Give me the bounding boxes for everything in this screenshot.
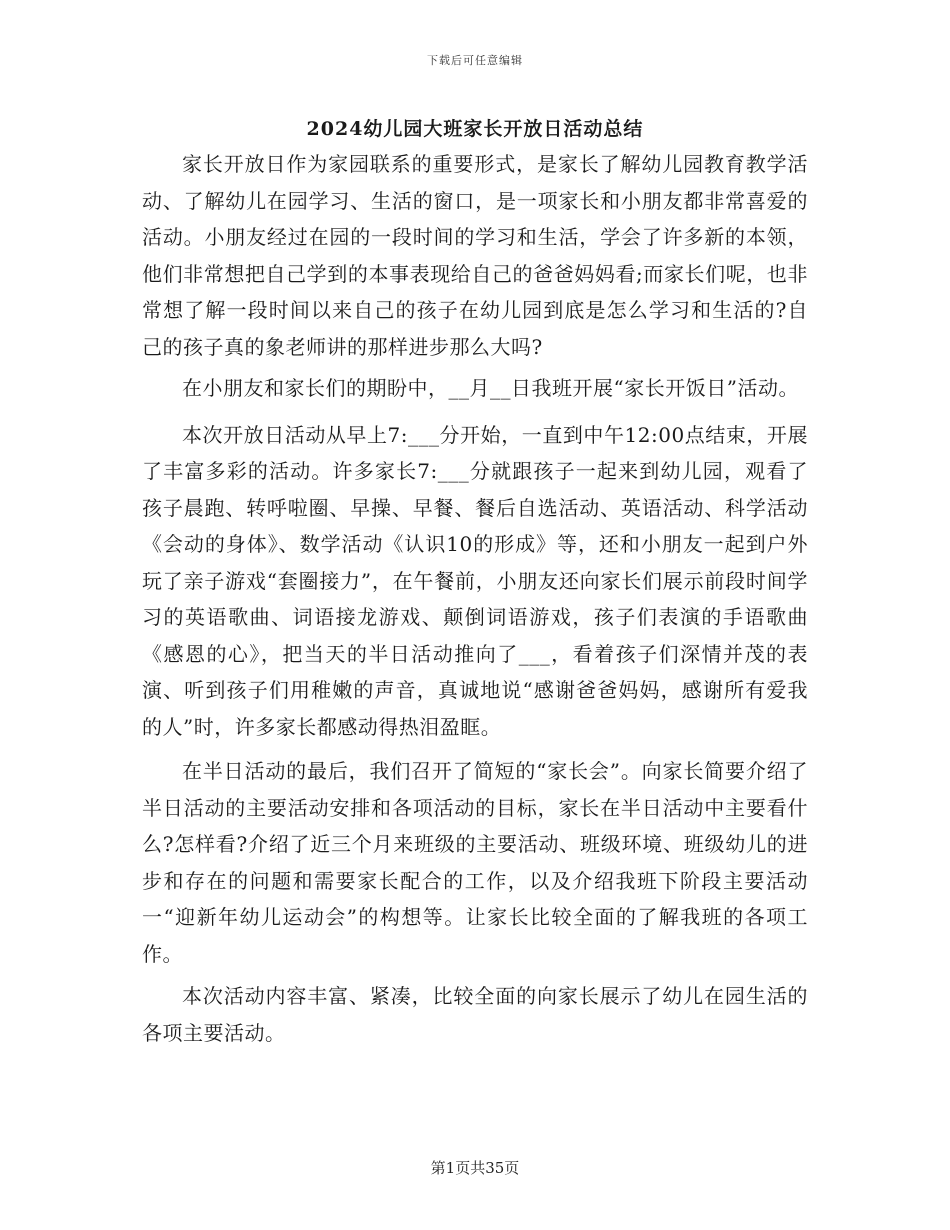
- paragraph-3: 本次开放日活动从早上7:___分开始，一直到中午12:00点结束，开展了丰富多彩的活动。许多家长7:___分就跟孩子一起来到幼儿园，观看了孩子晨跑、转呼啦圈、早操、早餐、餐后自选活动、英语活动、科学活动《会动的身体》、数学活动《认识10的形成》等，还和小朋友一起到户外玩了亲子游戏“套圈接力”，在午餐前，小朋友还向家长们展示前段时间学习的英语歌曲、词语接龙游戏、颠倒词语游戏，孩子们表演的手语歌曲《感恩的心》，把当天的半日活动推向了___，看着孩子们深情并茂的表演、听到孩子们用稚嫩的声音，真诚地说“感谢爸爸妈妈，感谢所有爱我的人”时，许多家长都感动得热泪盈眶。: [142, 422, 808, 739]
- document-body: [142, 146, 808, 1051]
- page-number: 第1页共35页: [430, 1159, 520, 1177]
- paragraph-2: 在小朋友和家长们的期盼中，__月__日我班开展“家长开饭日”活动。: [182, 376, 799, 400]
- paragraph-4: 在半日活动的最后，我们召开了简短的“家长会”。向家长简要介绍了半日活动的主要活动安排和各项活动的目标，家长在半日活动中主要看什么?怎样看?介绍了近三个月来班级的主要活动、班级环境、班级幼儿的进步和存在的问题和需要家长配合的工作，以及介绍我班下阶段主要活动一“迎新年幼儿运动会”的构想等。让家长比较全面的了解我班的各项工作。: [142, 759, 808, 966]
- header-note: 下载后可任意编辑: [427, 54, 523, 67]
- document-title: 2024幼儿园大班家长开放日活动总结: [306, 118, 644, 140]
- paragraph-5: 本次活动内容丰富、紧凑，比较全面的向家长展示了幼儿在园生活的各项主要活动。: [142, 984, 808, 1045]
- paragraph-1: 家长开放日作为家园联系的重要形式，是家长了解幼儿园教育教学活动、了解幼儿在园学习、生活的窗口，是一项家长和小朋友都非常喜爱的活动。小朋友经过在园的一段时间的学习和生活，学会了许多新的本领，他们非常想把自己学到的本事表现给自己的爸爸妈妈看;而家长们呢，也非常想了解一段时间以来自己的孩子在幼儿园到底是怎么学习和生活的?自己的孩子真的象老师讲的那样进步那么大吗?: [142, 152, 808, 359]
